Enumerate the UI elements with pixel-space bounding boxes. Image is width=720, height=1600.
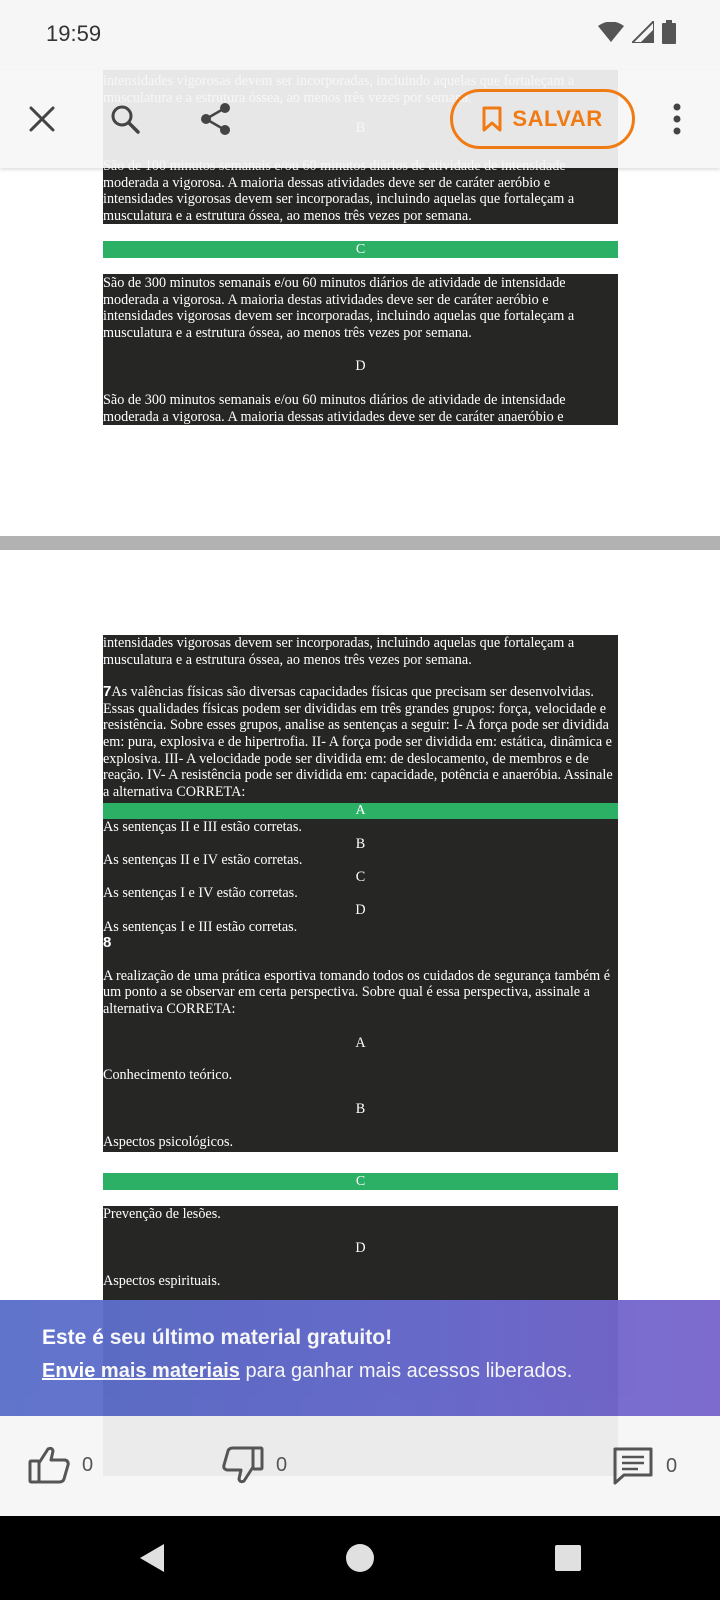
continued-text: intensidades vigorosas devem ser incorporadas, incluindo aquelas que fortaleçam a musculatura e a estrutura óssea, ao menos três vezes por semana.: [103, 635, 575, 668]
system-nav-bar: [0, 1516, 720, 1600]
recents-icon[interactable]: [552, 1542, 584, 1574]
dislike-button[interactable]: [222, 1446, 287, 1484]
save-button-label: SALVAR: [512, 106, 603, 131]
back-icon[interactable]: [136, 1542, 168, 1574]
close-button[interactable]: [20, 97, 64, 141]
q8-option-letter-d: D: [355, 1239, 366, 1256]
correct-letter-a: A: [355, 803, 366, 818]
q7-option-d-text: As sentenças I e III estão corretas.: [103, 918, 298, 935]
question-8-number: 8: [103, 934, 112, 952]
bookmark-icon: [482, 106, 502, 132]
search-icon: [109, 103, 141, 135]
thumbs-up-icon: [28, 1446, 70, 1484]
option-letter-d: D: [355, 358, 366, 375]
comment-icon: [612, 1446, 654, 1486]
send-materials-link[interactable]: Envie mais materiais: [42, 1360, 240, 1382]
q7-option-c-text: As sentenças I e IV estão corretas.: [103, 885, 298, 902]
promo-banner: [0, 1300, 720, 1416]
signal-icon: [632, 21, 654, 43]
more-options-button[interactable]: [655, 97, 699, 141]
doc-block-question-7: [103, 635, 618, 805]
close-icon: [28, 105, 56, 133]
q8-option-letter-a: A: [355, 1034, 366, 1051]
option-c-text: São de 300 minutos semanais e/ou 60 minutos diários de atividade de intensidade moderada a vigorosa. A maioria destas atividades deve ser de caráter aeróbio e intensidades vigorosas devem ser incorporadas, incluindo aquelas que fortaleçam a musculatura e a estrutura óssea, ao menos três vezes por semana.: [103, 275, 575, 341]
comments-button[interactable]: [612, 1446, 677, 1486]
correct-answer-bar-c2: [103, 1173, 618, 1190]
q8-option-c-text: Prevenção de lesões.: [103, 1206, 221, 1222]
q7-option-letter-b: B: [355, 835, 366, 852]
promo-title: Este é seu último material gratuito!: [42, 1326, 393, 1349]
dislikes-count: 0: [276, 1453, 288, 1476]
home-icon[interactable]: [344, 1542, 376, 1574]
search-button[interactable]: [103, 97, 147, 141]
question-7-number: 7: [103, 683, 112, 701]
question-7-text: As valências físicas são diversas capacidades físicas que precisam ser desenvolvidas. Essas qualidades físicas podem ser divididas em três grandes grupos: força, velocidade e resistência. Sobre esses grupos, analise as sentenças a seguir: I- A força pode ser dividida em: pura, explosiva e de hipertrofia. II- A força pode ser dividida em: estática, dinâmica e explosiva. III- A velocidade pode ser dividida em: de deslocamento, de membros e de reação. IV- A resistência pode ser dividida em: capacidade, potência e anaeróbia. Assinale a alternativa CORRETA:: [103, 684, 613, 800]
like-button[interactable]: [28, 1446, 93, 1484]
correct-answer-bar-c: [103, 241, 618, 258]
promo-line: [42, 1360, 572, 1383]
option-d-text: São de 300 minutos semanais e/ou 60 minutos diários de atividade de intensidade moderada a vigorosa. A maioria dessas atividades deve ser de caráter anaeróbio e: [103, 391, 566, 425]
correct-answer-bar-a: [103, 803, 618, 819]
top-toolbar: [0, 70, 720, 168]
wifi-icon: [598, 22, 624, 42]
q7-option-letter-c: C: [355, 868, 366, 885]
q8-option-letter-b: B: [355, 1100, 366, 1117]
promo-rest-text: para ganhar mais acessos liberados.: [239, 1360, 573, 1382]
battery-icon: [662, 20, 676, 44]
q8-option-b-text: Aspectos psicológicos.: [103, 1134, 234, 1151]
likes-count: 0: [82, 1453, 94, 1476]
thumbs-down-icon: [222, 1446, 264, 1484]
page-separator: [0, 536, 720, 550]
q8-option-d-text: Aspectos espirituais.: [103, 1273, 221, 1290]
correct-letter-c2: C: [355, 1174, 366, 1189]
bottom-action-bar: [0, 1416, 720, 1516]
comments-count: 0: [666, 1454, 678, 1477]
status-bar: [0, 0, 720, 70]
status-icons: [598, 20, 676, 44]
share-button[interactable]: [194, 97, 238, 141]
status-time: 19:59: [46, 21, 102, 46]
more-vert-icon: [672, 103, 682, 135]
q7-option-b-text: As sentenças II e IV estão corretas.: [103, 852, 303, 869]
correct-letter-c: C: [355, 242, 366, 257]
q7-option-letter-d: D: [355, 901, 366, 918]
q8-option-a-text: Conhecimento teórico.: [103, 1067, 233, 1084]
doc-block-q7-options: [103, 819, 618, 1152]
save-button[interactable]: [450, 89, 635, 149]
share-icon: [199, 102, 233, 136]
question-8-text: A realização de uma prática esportiva tomando todos os cuidados de segurança também é um ponto a se observar em certa perspectiva. Sobre qual é essa perspectiva, assinale a alternativa CORRETA:: [103, 967, 611, 1017]
question-7: [103, 684, 618, 800]
q7-option-a-text: As sentenças II e III estão corretas.: [103, 819, 302, 835]
doc-block-options-c-d: [103, 274, 618, 425]
option-b-text: moderada a vigorosa. A maioria dessas atividades deve ser de caráter aeróbio e intensidades vigorosas devem ser incorporadas, incluindo aquelas que fortaleçam a musculatura e a estrutura óssea, ao menos três vezes por semana.: [103, 174, 575, 224]
